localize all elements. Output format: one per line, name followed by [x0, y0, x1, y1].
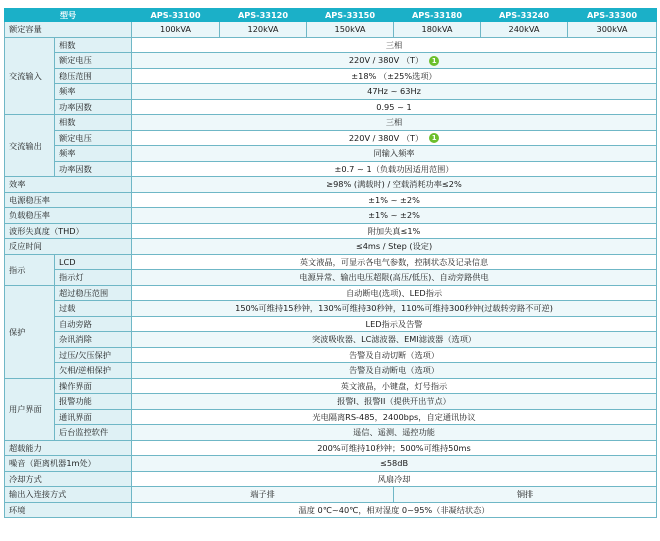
cooling-row	[5, 471, 657, 487]
ac-output-param: 频率	[55, 146, 132, 162]
ac-input-value: 0.95 ~ 1	[132, 99, 657, 115]
load-regulation-row	[5, 208, 657, 224]
ac-input-value	[132, 53, 657, 69]
ac-input-row	[5, 68, 657, 84]
ac-output-value: 同输入频率	[132, 146, 657, 162]
protection-value: 告警及自动切断（选项）	[132, 347, 657, 363]
ac-input-category: 交流输入	[5, 37, 55, 115]
protection-row	[5, 301, 657, 317]
response-row	[5, 239, 657, 255]
indication-param: 指示灯	[55, 270, 132, 286]
ac-output-value: ±0.7 ~ 1（负载功因适用范围）	[132, 161, 657, 177]
efficiency-row	[5, 177, 657, 193]
protection-value: 自动断电(选项)、LED指示	[132, 285, 657, 301]
efficiency-value: ≥98% (满载时) / 空载消耗功率≤2%	[132, 177, 657, 193]
ac-output-row	[5, 161, 657, 177]
environment-row	[5, 502, 657, 518]
protection-row	[5, 363, 657, 379]
model-column-header: APS-33240	[481, 9, 568, 22]
protection-row	[5, 332, 657, 348]
noise-row	[5, 456, 657, 472]
ac-input-row	[5, 37, 657, 53]
user-interface-category: 用户界面	[5, 378, 55, 440]
user-interface-param: 操作界面	[55, 378, 132, 394]
overload-value: 200%可维持10秒钟；500%可维持50ms	[132, 440, 657, 456]
ac-input-row	[5, 84, 657, 100]
user-interface-param: 后台监控软件	[55, 425, 132, 441]
capacity-value: 180kVA	[394, 22, 481, 38]
capacity-value: 150kVA	[307, 22, 394, 38]
model-header-row	[5, 9, 657, 22]
protection-value: 突波吸收器、LC滤波器、EMI滤波器（选项）	[132, 332, 657, 348]
protection-row	[5, 285, 657, 301]
ac-output-row	[5, 115, 657, 131]
ac-input-param: 功率因数	[55, 99, 132, 115]
ac-input-value: ±18% （±25%选项）	[132, 68, 657, 84]
overload-label: 超载能力	[5, 440, 132, 456]
connection-value-terminal: 端子排	[132, 487, 394, 503]
protection-value: 150%可维持15秒钟，130%可维持30秒钟，110%可维持300秒钟(过载转旁路不可逆)	[132, 301, 657, 317]
indication-value: 英文液晶，可显示各电气参数，控制状态及记录信息	[132, 254, 657, 270]
ac-output-param: 相数	[55, 115, 132, 131]
connection-value-copper: 铜排	[394, 487, 657, 503]
source-regulation-value: ±1% ~ ±2%	[132, 192, 657, 208]
source-regulation-label: 电源稳压率	[5, 192, 132, 208]
overload-row	[5, 440, 657, 456]
ac-input-param: 相数	[55, 37, 132, 53]
ac-input-row	[5, 99, 657, 115]
ac-input-param: 稳压范围	[55, 68, 132, 84]
user-interface-row	[5, 409, 657, 425]
ac-output-row	[5, 130, 657, 146]
ac-output-param: 额定电压	[55, 130, 132, 146]
capacity-row	[5, 22, 657, 38]
user-interface-value: 英文液晶，小键盘，灯号指示	[132, 378, 657, 394]
connection-label: 输出入连接方式	[5, 487, 132, 503]
source-regulation-row	[5, 192, 657, 208]
ac-output-row	[5, 146, 657, 162]
indication-category: 指示	[5, 254, 55, 285]
user-interface-row	[5, 425, 657, 441]
thd-label: 波形失真度（THD）	[5, 223, 132, 239]
protection-param: 杂讯消除	[55, 332, 132, 348]
load-regulation-value: ±1% ~ ±2%	[132, 208, 657, 224]
protection-param: 过压/欠压保护	[55, 347, 132, 363]
capacity-label: 额定容量	[5, 22, 132, 38]
spec-table	[4, 8, 657, 518]
note-badge: 1	[429, 133, 439, 143]
indication-value: 电源异常、输出电压超限(高压/低压)、自动旁路供电	[132, 270, 657, 286]
model-column-header: APS-33100	[132, 9, 220, 22]
noise-value: ≤58dB	[132, 456, 657, 472]
cooling-label: 冷却方式	[5, 471, 132, 487]
ac-output-param: 功率因数	[55, 161, 132, 177]
protection-row	[5, 347, 657, 363]
user-interface-row	[5, 394, 657, 410]
rated-voltage-text: 220V / 380V （T）	[348, 55, 424, 66]
model-column-header: APS-33300	[568, 9, 657, 22]
ac-input-param: 额定电压	[55, 53, 132, 69]
model-column-header: APS-33120	[220, 9, 307, 22]
user-interface-value: 报警I、报警II（提供开出节点）	[132, 394, 657, 410]
thd-row	[5, 223, 657, 239]
note-badge: 1	[429, 56, 439, 66]
thd-value: 附加失真≤1%	[132, 223, 657, 239]
cooling-value: 风扇冷却	[132, 471, 657, 487]
indication-row	[5, 254, 657, 270]
ac-input-value: 三相	[132, 37, 657, 53]
load-regulation-label: 负载稳压率	[5, 208, 132, 224]
model-header-label: 型号	[5, 9, 132, 22]
ac-input-row	[5, 53, 657, 69]
capacity-value: 120kVA	[220, 22, 307, 38]
capacity-value: 100kVA	[132, 22, 220, 38]
user-interface-param: 通讯界面	[55, 409, 132, 425]
protection-category: 保护	[5, 285, 55, 378]
environment-label: 环境	[5, 502, 132, 518]
ac-output-value	[132, 130, 657, 146]
user-interface-row	[5, 378, 657, 394]
response-label: 反应时间	[5, 239, 132, 255]
ac-output-value: 三相	[132, 115, 657, 131]
model-column-header: APS-33180	[394, 9, 481, 22]
model-column-header: APS-33150	[307, 9, 394, 22]
capacity-value: 300kVA	[568, 22, 657, 38]
noise-label: 噪音（距离机器1m处）	[5, 456, 132, 472]
environment-value: 温度 0℃~40℃，相对湿度 0~95%（非凝结状态）	[132, 502, 657, 518]
user-interface-value: 遥信、遥测、遥控功能	[132, 425, 657, 441]
protection-param: 欠相/逆相保护	[55, 363, 132, 379]
protection-value: LED指示及告警	[132, 316, 657, 332]
protection-param: 自动旁路	[55, 316, 132, 332]
protection-param: 过载	[55, 301, 132, 317]
ac-output-category: 交流输出	[5, 115, 55, 177]
protection-row	[5, 316, 657, 332]
capacity-value: 240kVA	[481, 22, 568, 38]
protection-value: 告警及自动断电（选项）	[132, 363, 657, 379]
ac-input-value: 47Hz ~ 63Hz	[132, 84, 657, 100]
response-value: ≤4ms / Step (设定)	[132, 239, 657, 255]
indication-row	[5, 270, 657, 286]
user-interface-value: 光电隔离RS-485，2400bps，自定通讯协议	[132, 409, 657, 425]
efficiency-label: 效率	[5, 177, 132, 193]
user-interface-param: 报警功能	[55, 394, 132, 410]
indication-param: LCD	[55, 254, 132, 270]
ac-input-param: 频率	[55, 84, 132, 100]
protection-param: 超过稳压范围	[55, 285, 132, 301]
connection-row	[5, 487, 657, 503]
rated-voltage-text: 220V / 380V （T）	[348, 132, 424, 143]
